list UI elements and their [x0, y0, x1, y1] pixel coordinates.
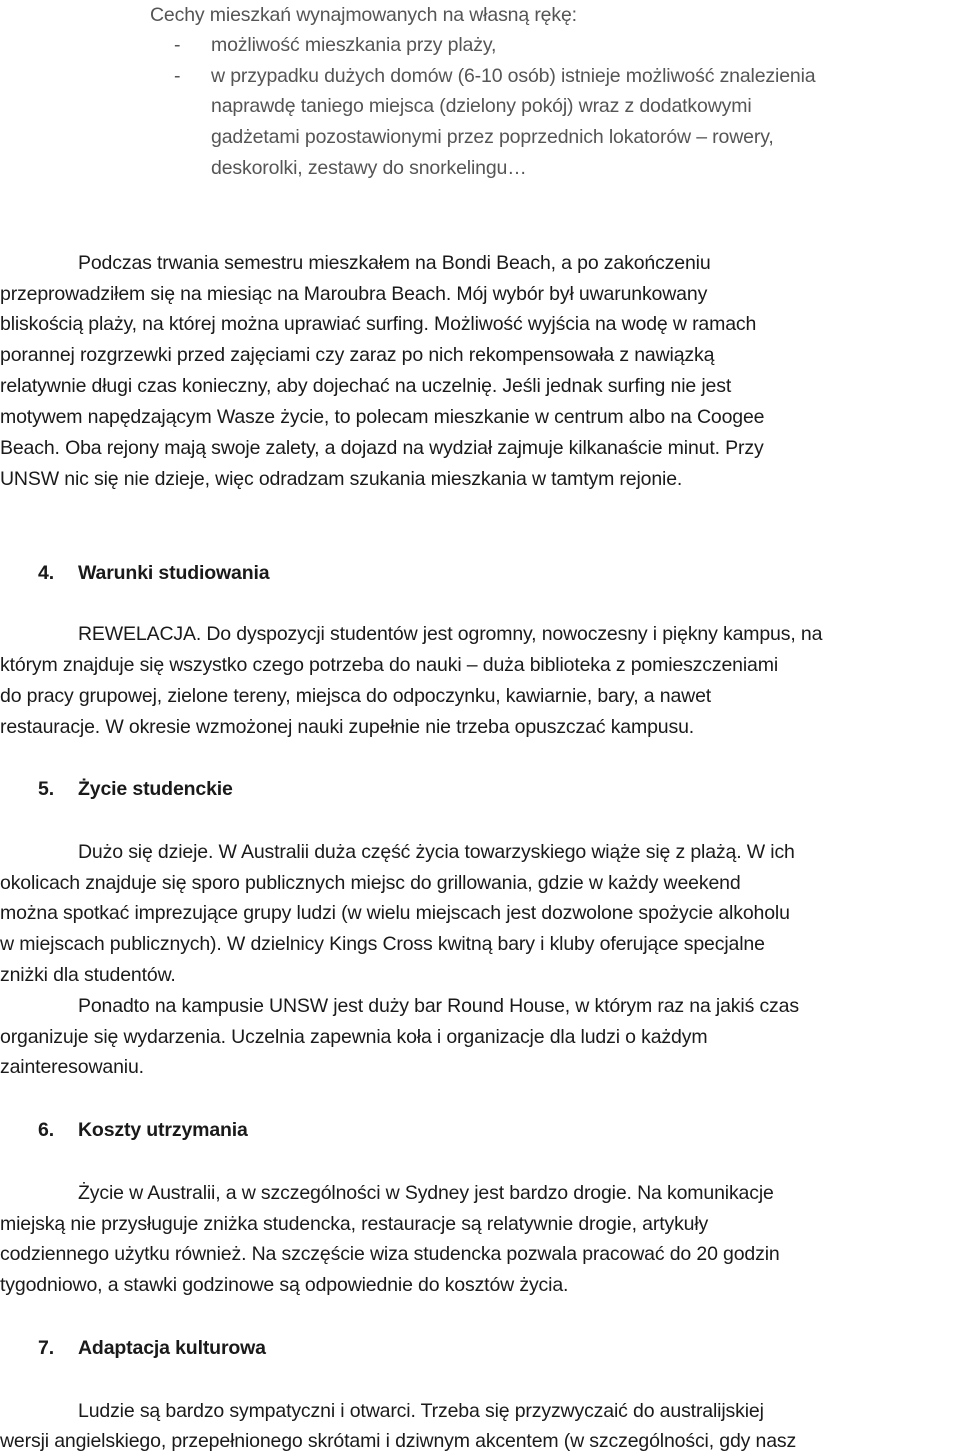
section-number: 7.	[38, 1337, 54, 1359]
paragraph-line: restauracje. W okresie wzmożonej nauki zupełnie nie trzeba opuszczać kampusu.	[0, 716, 695, 738]
bullet-line: deskorolki, zestawy do snorkelingu…	[211, 157, 527, 179]
section-heading: Warunki studiowania	[78, 562, 270, 584]
paragraph-line: relatywnie długi czas konieczny, aby dojechać na uczelnię. Jeśli jednak surfing nie jest	[0, 375, 732, 397]
section-heading: Koszty utrzymania	[78, 1119, 248, 1141]
bullet-line: gadżetami pozostawionymi przez poprzednich lokatorów – rowery,	[211, 126, 774, 148]
paragraph-line: którym znajduje się wszystko czego potrzeba do nauki – duża biblioteka z pomieszczeniami	[0, 654, 779, 676]
section-number: 4.	[38, 562, 54, 584]
paragraph-line: do pracy grupowej, zielone tereny, miejsca do odpoczynku, kawiarnie, bary, a nawet	[0, 685, 712, 707]
paragraph-line: zniżki dla studentów.	[0, 964, 176, 986]
paragraph-line: Beach. Oba rejony mają swoje zalety, a dojazd na wydział zajmuje kilkanaście minut. Przy	[0, 437, 764, 459]
bullet-line: naprawdę taniego miejsca (dzielony pokój) wraz z dodatkowymi	[211, 95, 752, 117]
paragraph-line: Ponadto na kampusie UNSW jest duży bar Round House, w którym raz na jakiś czas	[78, 995, 799, 1017]
paragraph-line: okolicach znajduje się sporo publicznych miejsc do grillowania, gdzie w każdy weekend	[0, 872, 741, 894]
paragraph-line: przeprowadziłem się na miesiąc na Maroubra Beach. Mój wybór był uwarunkowany	[0, 283, 708, 305]
paragraph-line: Życie w Australii, a w szczególności w Sydney jest bardzo drogie. Na komunikacje	[78, 1182, 774, 1204]
section-number: 6.	[38, 1119, 54, 1141]
paragraph-line: porannej rozgrzewki przed zajęciami czy zaraz po nich rekompensowała z nawiązką	[0, 344, 715, 366]
paragraph-line: bliskością plaży, na której można uprawiać surfing. Możliwość wyjścia na wodę w ramach	[0, 313, 757, 335]
bullet-line: możliwość mieszkania przy plaży,	[211, 34, 497, 56]
paragraph-line: codziennego użytku również. Na szczęście wiza studencka pozwala pracować do 20 godzin	[0, 1243, 780, 1265]
housing-heading: Cechy mieszkań wynajmowanych na własną rękę:	[150, 4, 577, 26]
paragraph-line: Podczas trwania semestru mieszkałem na Bondi Beach, a po zakończeniu	[78, 252, 711, 274]
paragraph-line: REWELACJA. Do dyspozycji studentów jest ogromny, nowoczesny i piękny kampus, na	[78, 623, 823, 645]
paragraph-line: zainteresowaniu.	[0, 1056, 144, 1078]
bullet-dash: -	[174, 34, 181, 56]
bullet-dash: -	[174, 65, 181, 87]
paragraph-line: wersji angielskiego, przepełnionego skrótami i dziwnym akcentem (w szczególności, gdy nasz	[0, 1430, 797, 1452]
paragraph-line: UNSW nic się nie dzieje, więc odradzam szukania mieszkania w tamtym rejonie.	[0, 468, 683, 490]
bullet-line: w przypadku dużych domów (6-10 osób) istnieje możliwość znalezienia	[211, 65, 816, 87]
paragraph-line: motywem napędzającym Wasze życie, to polecam mieszkanie w centrum albo na Coogee	[0, 406, 765, 428]
paragraph-line: można spotkać imprezujące grupy ludzi (w wielu miejscach jest dozwolone spożycie alkoholu	[0, 902, 790, 924]
paragraph-line: Ludzie są bardzo sympatyczni i otwarci. Trzeba się przyzwyczaić do australijskiej	[78, 1400, 764, 1422]
paragraph-line: w miejscach publicznych). W dzielnicy Kings Cross kwitną bary i kluby oferujące specjalne	[0, 933, 765, 955]
section-heading: Adaptacja kulturowa	[78, 1337, 266, 1359]
paragraph-line: Dużo się dzieje. W Australii duża część życia towarzyskiego wiąże się z plażą. W ich	[78, 841, 795, 863]
paragraph-line: miejską nie przysługuje zniżka studencka, restauracje są relatywnie drogie, artykuły	[0, 1213, 709, 1235]
paragraph-line: organizuje się wydarzenia. Uczelnia zapewnia koła i organizacje dla ludzi o każdym	[0, 1026, 708, 1048]
section-heading: Życie studenckie	[78, 778, 233, 800]
section-number: 5.	[38, 778, 54, 800]
paragraph-line: tygodniowo, a stawki godzinowe są odpowiednie do kosztów życia.	[0, 1274, 569, 1296]
